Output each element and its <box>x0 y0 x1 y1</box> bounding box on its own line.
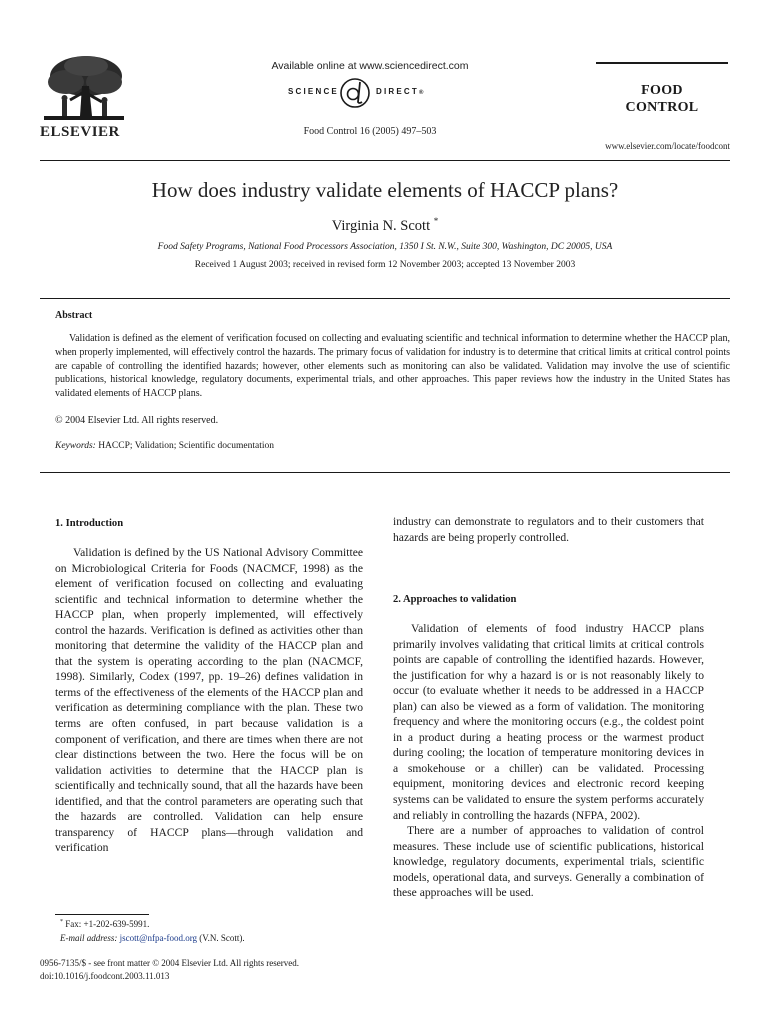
section1-continued-paragraph: industry can demonstrate to regulators and to their customers that hazards are being properly controlled. <box>393 515 704 544</box>
abstract-text: Validation is defined as the element of verification focused on collecting and evaluating scientific and technical information to determine whether the HACCP plan, when properly implemented, will effectively control the hazards. The primary focus of validation for industry is to determine that critical limits at critical control points are capable of controlling the identified hazards; however, other elements such as monitoring can also be validated. Validation may involve the use of scientific publications, historical knowledge, regulatory documents, experimental trials, and other approaches. This paper reviews how the industry in the United States has validated elements of HACCP plans. <box>55 333 730 400</box>
article-title: How does industry validate elements of HACCP plans? <box>151 178 619 202</box>
section1-heading: 1. Introduction <box>55 518 124 529</box>
front-matter-line: 0956-7135/$ - see front matter © 2004 Elsevier Ltd. All rights reserved. <box>40 958 300 968</box>
at-symbol-icon <box>338 76 372 110</box>
keywords-values: HACCP; Validation; Scientific documentation <box>98 441 275 451</box>
header-divider <box>40 160 730 161</box>
journal-name-block <box>596 82 728 116</box>
abstract-bottom-divider <box>40 472 730 473</box>
abstract-top-divider <box>40 298 730 299</box>
section1-continuation <box>393 514 704 545</box>
section2-heading: 2. Approaches to validation <box>393 594 517 605</box>
footnote-email: E-mail address: jscott@nfpa-food.org (V.N. Scott). <box>60 933 245 943</box>
journal-citation: Food Control 16 (2005) 497–503 <box>303 126 437 137</box>
journal-box-rule <box>596 62 728 64</box>
section2-paragraph-1: Validation of elements of food industry HACCP plans primarily involves validating that critical limits at critical controls points are capable of controlling the identified hazards. However, the justification for why a hazard is or is not reasonably likely to occur (to evaluate whether it needs to be addressed in a HACCP plan) can also be viewed as a form of validation. The monitoring frequency and where the monitoring occurs (e.g., the coldest point in a product during a heating process or the warmest product during cooling; the location of temperature monitoring devices in a smokehouse or a chiller) can be validated. Processing equipment, monitoring devices and electronic record keeping systems can be validated to ensure the system performs accurately and reliably in controlling the hazards (NFPA, 2002). <box>393 622 704 822</box>
doi-line[interactable]: doi:10.1016/j.foodcont.2003.11.013 <box>40 971 170 981</box>
sciencedirect-logo <box>230 76 510 110</box>
section2-body <box>393 621 704 901</box>
sciencedirect-word-right: DIRECT® <box>376 87 424 96</box>
email-link[interactable]: jscott@nfpa-food.org <box>119 933 198 943</box>
footnote-rule <box>55 914 149 915</box>
journal-name-line2: CONTROL <box>625 100 699 115</box>
footnote-fax: * Fax: +1-202-639-5991. <box>60 919 150 929</box>
available-online-text: Available online at www.sciencedirect.com <box>271 60 469 72</box>
section1-paragraph: Validation is defined by the US National Advisory Committee on Microbiological Criteria for Foods (NACMCF, 1998) as the element of verification focused on collecting and evaluating scientific and technical information to determine whether the HACCP plan, when properly implemented, will effectively control the hazards. Verification is defined as activities other than monitoring that determine the validity of the HACCP plan and that the system is operating according to the plan (NACMCF, 1998). Similarly, Codex (1997, pp. 19–26) defines validation in terms of the effectiveness of the elements of the HACCP plan and verification as determining compliance with the plan. These two terms are often confused, in part because validation is a component of verification, and there are times when there are not clear distinctions between the two. Here the focus will be on validation activities to determine that the HACCP plan is scientifically and technically sound, that all the hazards have been identified, and that the control parameters are operating such that the hazards are controlled. Validation can help ensure transparency of HACCP plans—through validation and verification <box>55 546 363 855</box>
section2-paragraph-2: There are a number of approaches to validation of control measures. These include use of scientific publications, historical knowledge, regulatory documents, experimental trials, scientific models, operational data, and surveys. Generally a combination of these approaches will be used. <box>393 824 704 900</box>
journal-name-line1: FOOD <box>641 83 683 98</box>
abstract-heading: Abstract <box>55 310 93 321</box>
article-dates: Received 1 August 2003; received in revised form 12 November 2003; accepted 13 November 2003 <box>194 260 576 270</box>
keywords-label: Keywords: <box>55 441 96 451</box>
author-footnote-mark[interactable]: * <box>433 216 439 226</box>
publisher-name: ELSEVIER <box>40 124 120 140</box>
section1-body <box>55 545 363 856</box>
sciencedirect-word-left: SCIENCE <box>288 87 339 96</box>
author-affiliation: Food Safety Programs, National Food Processors Association, 1350 I St. N.W., Suite 300, Washington, DC 20005, USA <box>157 242 613 252</box>
keywords-line <box>55 441 274 451</box>
abstract-copyright: © 2004 Elsevier Ltd. All rights reserved. <box>55 415 219 426</box>
journal-url-link[interactable]: www.elsevier.com/locate/foodcont <box>605 141 730 151</box>
author-name: Virginia N. Scott * <box>331 216 439 234</box>
